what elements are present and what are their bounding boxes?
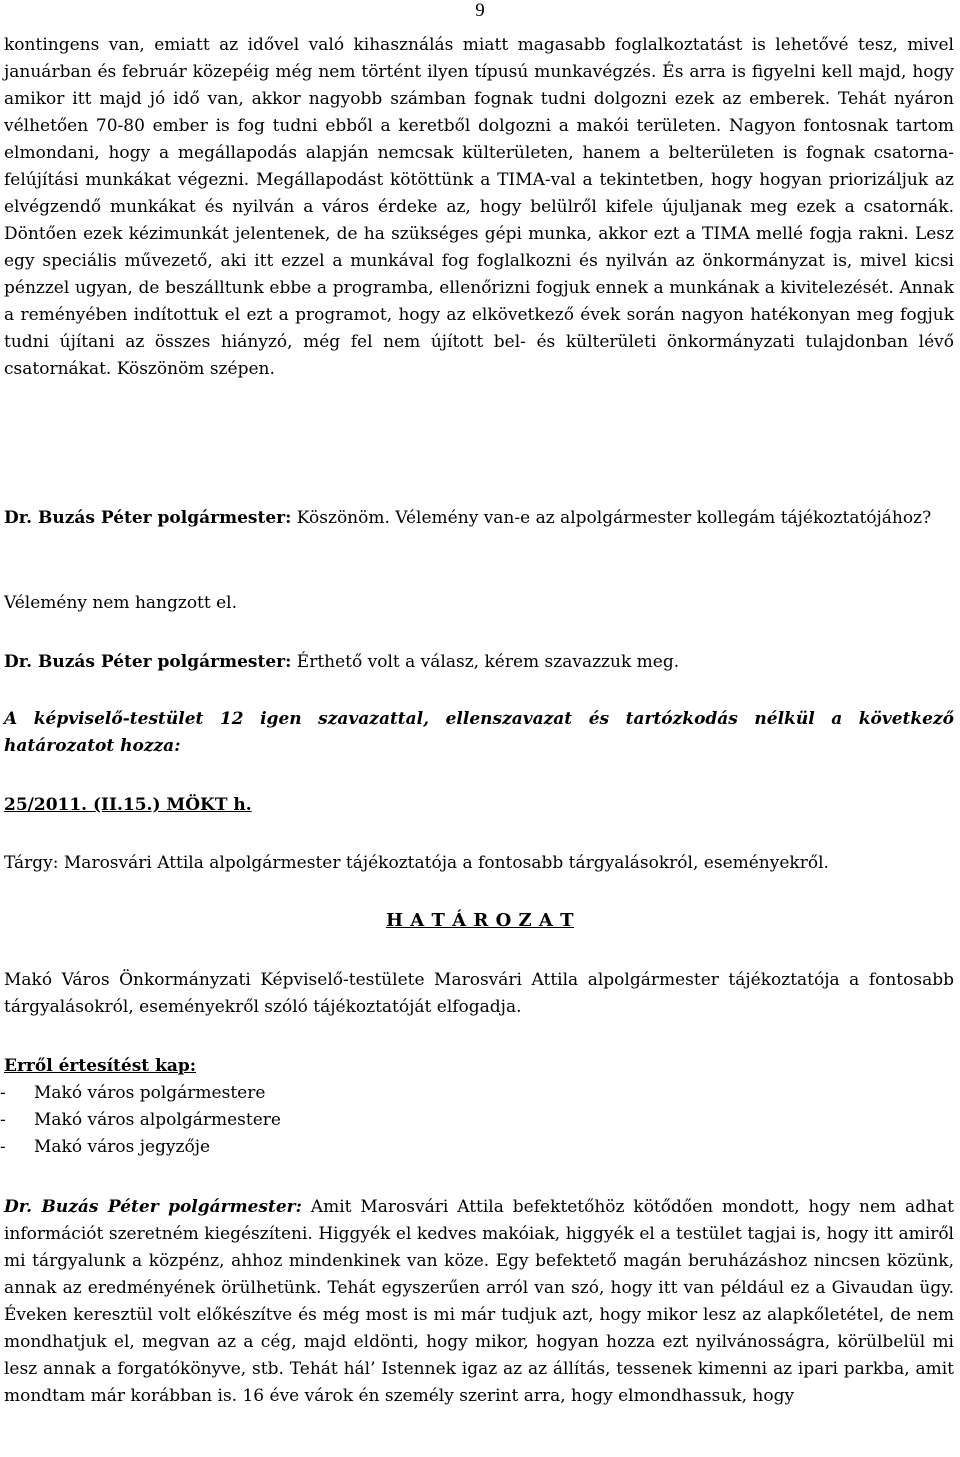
resolution-subject: Tárgy: Marosvári Attila alpolgármester tájékoztatója a fontosabb tárgyalásokról, eseményekről.: [4, 853, 829, 873]
resolution-text: Makó Város Önkormányzati Képviselő-testülete Marosvári Attila alpolgármester tájékoztatója a fontosabb tárgyalásokról, eseményekről szóló tájékoztatóját elfogadja.: [4, 970, 954, 1017]
speaker-text: Amit Marosvári Attila befektetőhöz kötődően mondott, hogy nem adhat információt szeretném kiegészíteni. Higgyék el kedves makóiak, higgyék el a testület tagjai is, hogy itt amiről mi tárgyalunk a közpénz, ahhoz mindenkinek van köze. Egy befektető magán beruházáshoz nincsen közünk, annak az eredményének örülhetünk. Tehát egyszerűen arról van szó, hogy itt van például ez a Givaudan ügy. Éveken keresztül volt előkészítve és még most is mi már tudjuk azt, hogy mikor lesz az alapkőletétel, de nem mondhatjuk el, megvan az a cég, majd eldönti, hogy mikor, hogyan hozza ezt nyilvánosságra, körülbelül mi lesz annak a forgatókönyve, stb. Tehát hál’ Istennek igaz az az állítás, tessenek kimenni az ipari parkba, amit mondtam már korábban is. 16 éve várok én személy szerint arra, hogy elmondhassuk, hogy: [4, 1197, 954, 1406]
paragraph-mayor-investor-comment: [4, 1194, 954, 1410]
resolution-number: 25/2011. (II.15.) MÖKT h.: [4, 795, 252, 815]
speaker-name: Dr. Buzás Péter polgármester:: [4, 1197, 302, 1217]
notify-heading-label: Erről értesítést kap:: [4, 1056, 197, 1076]
list-dash: -: [0, 1083, 6, 1103]
list-dash: -: [0, 1137, 6, 1157]
notify-list: [0, 1080, 934, 1161]
paragraph-mayor-question: [4, 505, 954, 532]
resolution-title: H A T Á R O Z A T: [385, 910, 575, 931]
speaker-name: Dr. Buzás Péter polgármester:: [4, 508, 292, 528]
notify-heading: [4, 1053, 196, 1080]
paragraph-no-opinion: Vélemény nem hangzott el.: [4, 593, 238, 613]
list-dash: -: [0, 1110, 6, 1130]
speaker-name: Dr. Buzás Péter polgármester:: [4, 652, 292, 672]
list-item-text: Makó város polgármestere: [34, 1083, 266, 1103]
vote-statement: A képviselő-testület 12 igen szavazattal, ellenszavazat és tartózkodás nélkül a következő határozatot hozza:: [4, 709, 954, 756]
list-item-text: Makó város jegyzője: [34, 1137, 211, 1157]
speaker-text: Érthető volt a válasz, kérem szavazzuk meg.: [291, 652, 680, 672]
paragraph-mayor-vote-call: [4, 649, 954, 676]
list-item-text: Makó város alpolgármestere: [34, 1110, 281, 1130]
list-item: [0, 1107, 934, 1134]
list-item: [0, 1080, 934, 1107]
page-number: 9: [475, 0, 485, 21]
list-item: [0, 1134, 934, 1161]
speaker-text: Köszönöm. Vélemény van-e az alpolgármester kollegám tájékoztatójához?: [291, 508, 932, 528]
paragraph-report-continuation: kontingens van, emiatt az idővel való kihasználás miatt magasabb foglalkoztatást is lehetővé tesz, mivel januárban és február közepéig még nem történt ilyen típusú munkavégzés. És arra is figyelni kell majd, hogy amikor itt majd jó idő van, akkor nagyobb számban fognak tudni dolgozni ezek az emberek. Tehát nyáron vélhetően 70-80 ember is fog tudni ebből a keretből dolgozni a makói területen. Nagyon fontosnak tartom elmondani, hogy a megállapodás alapján nemcsak külterületen, hanem a belterületen is fognak csatorna-felújítási munkákat végezni. Megállapodást kötöttünk a TIMA-val a tekintetben, hogy hogyan priorizáljuk az elvégzendő munkákat és nyilván a város érdeke az, hogy belülről kifele újuljanak meg ezek a csatornák. Döntően ezek kézimunkát jelentenek, de ha szükséges gépi munka, akkor ezt a TIMA mellé fogja rakni. Lesz egy speciális művezető, aki itt ezzel a munkával fog foglalkozni és nyilván az önkormányzat is, mivel kicsi pénzzel ugyan, de beszálltunk ebbe a programba, ellenőrizni fogjuk ennek a munkának a kivitelezését. Annak a reményében indítottuk el ezt a programot, hogy az elkövetkező évek során nagyon hatékonyan meg fogjuk tudni újítani az összes hiányzó, még fel nem újított bel- és külterületi önkormányzati tulajdonban lévő csatornákat. Köszönöm szépen.: [4, 35, 954, 379]
